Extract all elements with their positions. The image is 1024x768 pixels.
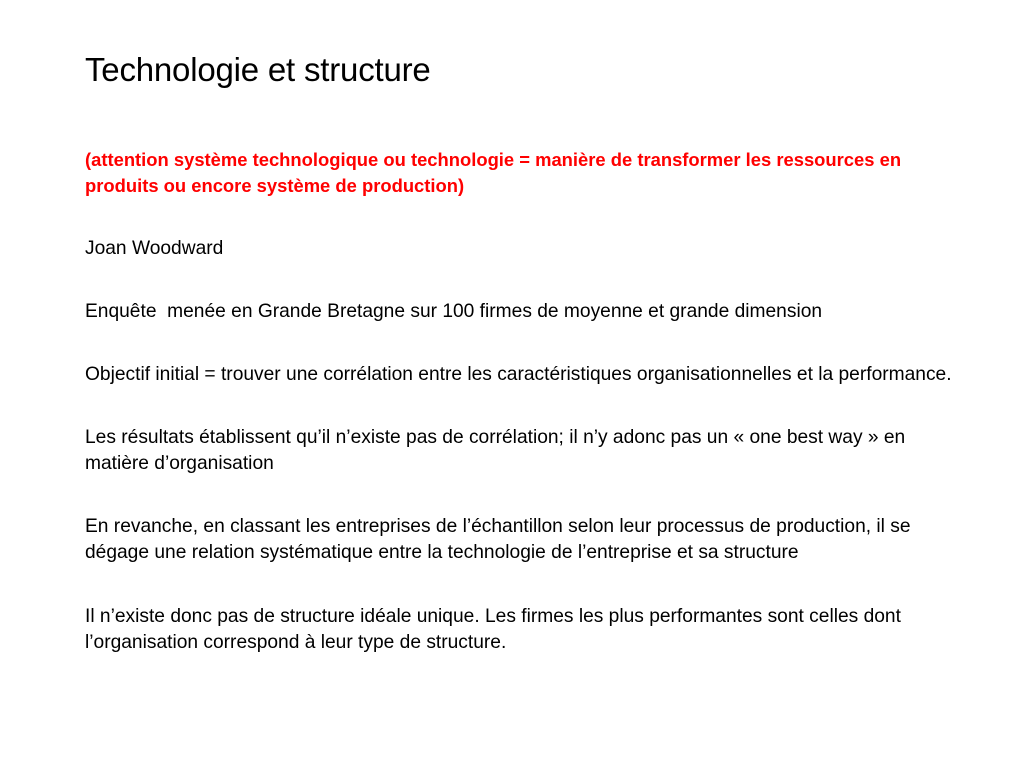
paragraph-conclusion: Il n’existe donc pas de structure idéale unique. Les firmes les plus performantes sont celles dont l’organisation correspond à leur type de structure. xyxy=(85,606,907,653)
paragraph-technology-definition: (attention système technologique ou technologie = manière de transformer les ressources en produits ou encore système de production) xyxy=(85,149,907,196)
paragraph-initial-objective: Objectif initial = trouver une corrélation entre les caractéristiques organisationnelles et la performance. xyxy=(85,364,952,385)
paragraph-results: Les résultats établissent qu’il n’existe pas de corrélation; il n’y adonc pas un « one best way » en matière d’organisation xyxy=(85,427,911,474)
slide-title: Technologie et structure xyxy=(85,51,431,88)
paragraph-classification: En revanche, en classant les entreprises de l’échantillon selon leur processus de production, il se dégage une relation systématique entre la technologie de l’entreprise et sa structure xyxy=(85,516,916,563)
slide-body xyxy=(85,147,955,656)
paragraph-author: Joan Woodward xyxy=(85,238,224,259)
paragraph-survey: Enquête menée en Grande Bretagne sur 100 firmes de moyenne et grande dimension xyxy=(85,301,823,322)
